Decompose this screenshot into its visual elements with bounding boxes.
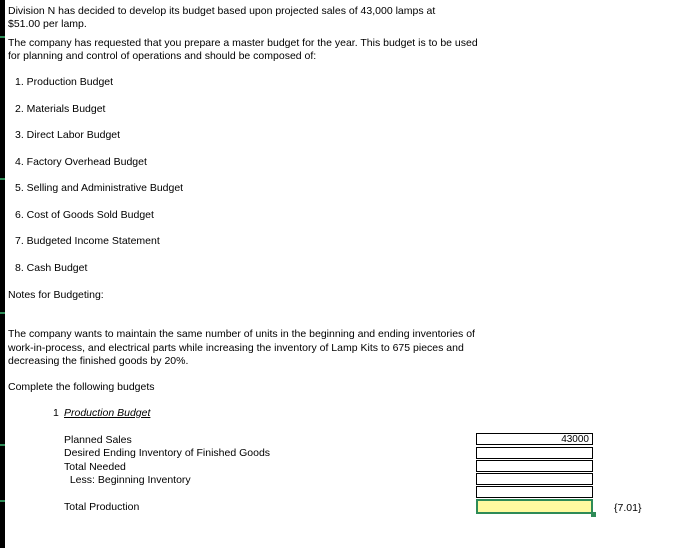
- production-budget-number: 1: [53, 407, 59, 419]
- budget-item: 7. Budgeted Income Statement: [15, 235, 160, 247]
- row-label-total-production: Total Production: [64, 501, 140, 513]
- budget-item: 8. Cash Budget: [15, 262, 88, 274]
- planned-sales-cell[interactable]: 43000: [476, 433, 593, 445]
- row-marker: [0, 36, 5, 38]
- desired-ending-inventory-cell[interactable]: [476, 447, 593, 459]
- fill-handle[interactable]: [591, 512, 596, 517]
- row-marker: [0, 312, 5, 314]
- total-needed-cell[interactable]: [476, 460, 593, 472]
- budget-item: 4. Factory Overhead Budget: [15, 156, 147, 168]
- row-label-beginning-inventory: Less: Beginning Inventory: [64, 474, 191, 486]
- beginning-inventory-cell[interactable]: [476, 473, 593, 485]
- row-label-total-needed: Total Needed: [64, 461, 126, 473]
- request-line-1: The company has requested that you prepare a master budget for the year. This budget is to be used: [8, 37, 478, 49]
- total-production-cell[interactable]: [476, 499, 593, 514]
- row-label-planned-sales: Planned Sales: [64, 434, 132, 446]
- row-label-desired-ending-inventory: Desired Ending Inventory of Finished Goods: [64, 447, 271, 459]
- request-line-2: for planning and control of operations and should be composed of:: [8, 50, 317, 62]
- row-marker: [0, 500, 5, 502]
- intro-line-1: Division N has decided to develop its budget based upon projected sales of 43,000 lamps at: [8, 5, 436, 17]
- complete-label: Complete the following budgets: [8, 381, 155, 393]
- production-budget-title: Production Budget: [64, 407, 151, 419]
- budget-item: 1. Production Budget: [15, 76, 114, 88]
- budget-item: 2. Materials Budget: [15, 103, 106, 115]
- budget-item: 6. Cost of Goods Sold Budget: [15, 209, 154, 221]
- blank-cell[interactable]: [476, 486, 593, 498]
- notes-label: Notes for Budgeting:: [8, 289, 104, 301]
- row-header-strip: [0, 0, 5, 548]
- budget-item: 5. Selling and Administrative Budget: [15, 182, 184, 194]
- inventory-note-line-3: decreasing the finished goods by 20%.: [8, 355, 189, 367]
- row-marker: [0, 178, 5, 180]
- reference-code: {7.01}: [614, 502, 642, 514]
- intro-line-2: $51.00 per lamp.: [8, 18, 87, 30]
- budget-item: 3. Direct Labor Budget: [15, 129, 121, 141]
- row-marker: [0, 444, 5, 446]
- inventory-note-line-2: work-in-process, and electrical parts while increasing the inventory of Lamp Kits to 675 pieces and: [8, 342, 464, 354]
- inventory-note-line-1: The company wants to maintain the same number of units in the beginning and ending inventories of: [8, 328, 475, 340]
